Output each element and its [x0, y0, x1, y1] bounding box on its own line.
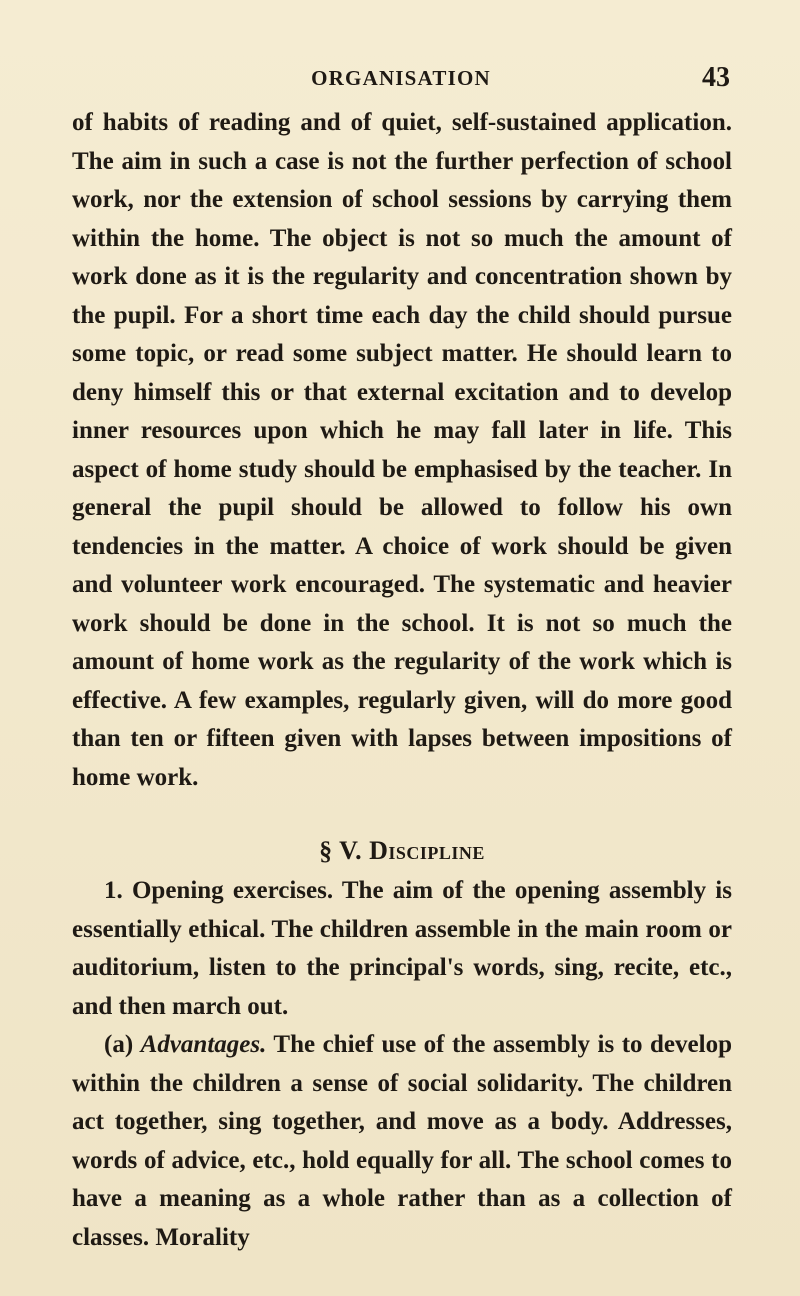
paragraph-text: of habits of reading and of quiet, self-sustained application. The aim in such a case is not the further perfection of school work, nor the extension of school sessions by carrying them within the home. The object is not so much the amount of work done as it is the regularity and concentration shown by the pupil. For a short time each day the child should pursue some topic, or read some subject matter. He should learn to deny himself this or that external excitation and to develop inner resources upon which he may fall later in life. This aspect of home study should be emphasised by the teacher. In general the pupil should be allowed to follow his own tendencies in the matter. A choice of work should be given and volunteer work encouraged. The systematic and heavier work should be done in the school. It is not so much the amount of home work as the regularity of the work which is effective. A few examples, regularly given, will do more good than ten or fifteen given with lapses between impositions of home work. — [72, 109, 732, 791]
item-marker: (a) — [104, 1031, 134, 1058]
item-label: 1. Opening exercises. — [104, 877, 334, 904]
item-label-italic: Advantages. — [140, 1031, 267, 1058]
continued-paragraph — [72, 104, 732, 797]
section-number: § V. — [319, 836, 363, 865]
item-text: The aim of the opening assembly is essentially ethical. The children assemble in the main room or auditorium, listen to the principal's words, sing, recite, etc., and then march out. — [72, 877, 732, 1020]
section-title: Discipline — [369, 836, 485, 865]
item-advantages — [72, 1026, 732, 1257]
page-number: 43 — [702, 62, 730, 93]
section-body — [72, 872, 732, 1257]
running-title: ORGANISATION — [311, 66, 491, 90]
running-head — [72, 62, 730, 96]
item-text: The chief use of the assembly is to develop within the children a sense of social solidarity. The children act together, sing together, and move as a body. Addresses, words of advice, etc., hold equally for all. The school comes to have a meaning as a whole rather than as a collection of classes. Morality — [72, 1031, 732, 1251]
section-heading — [72, 836, 732, 866]
item-opening-exercises — [72, 872, 732, 1026]
